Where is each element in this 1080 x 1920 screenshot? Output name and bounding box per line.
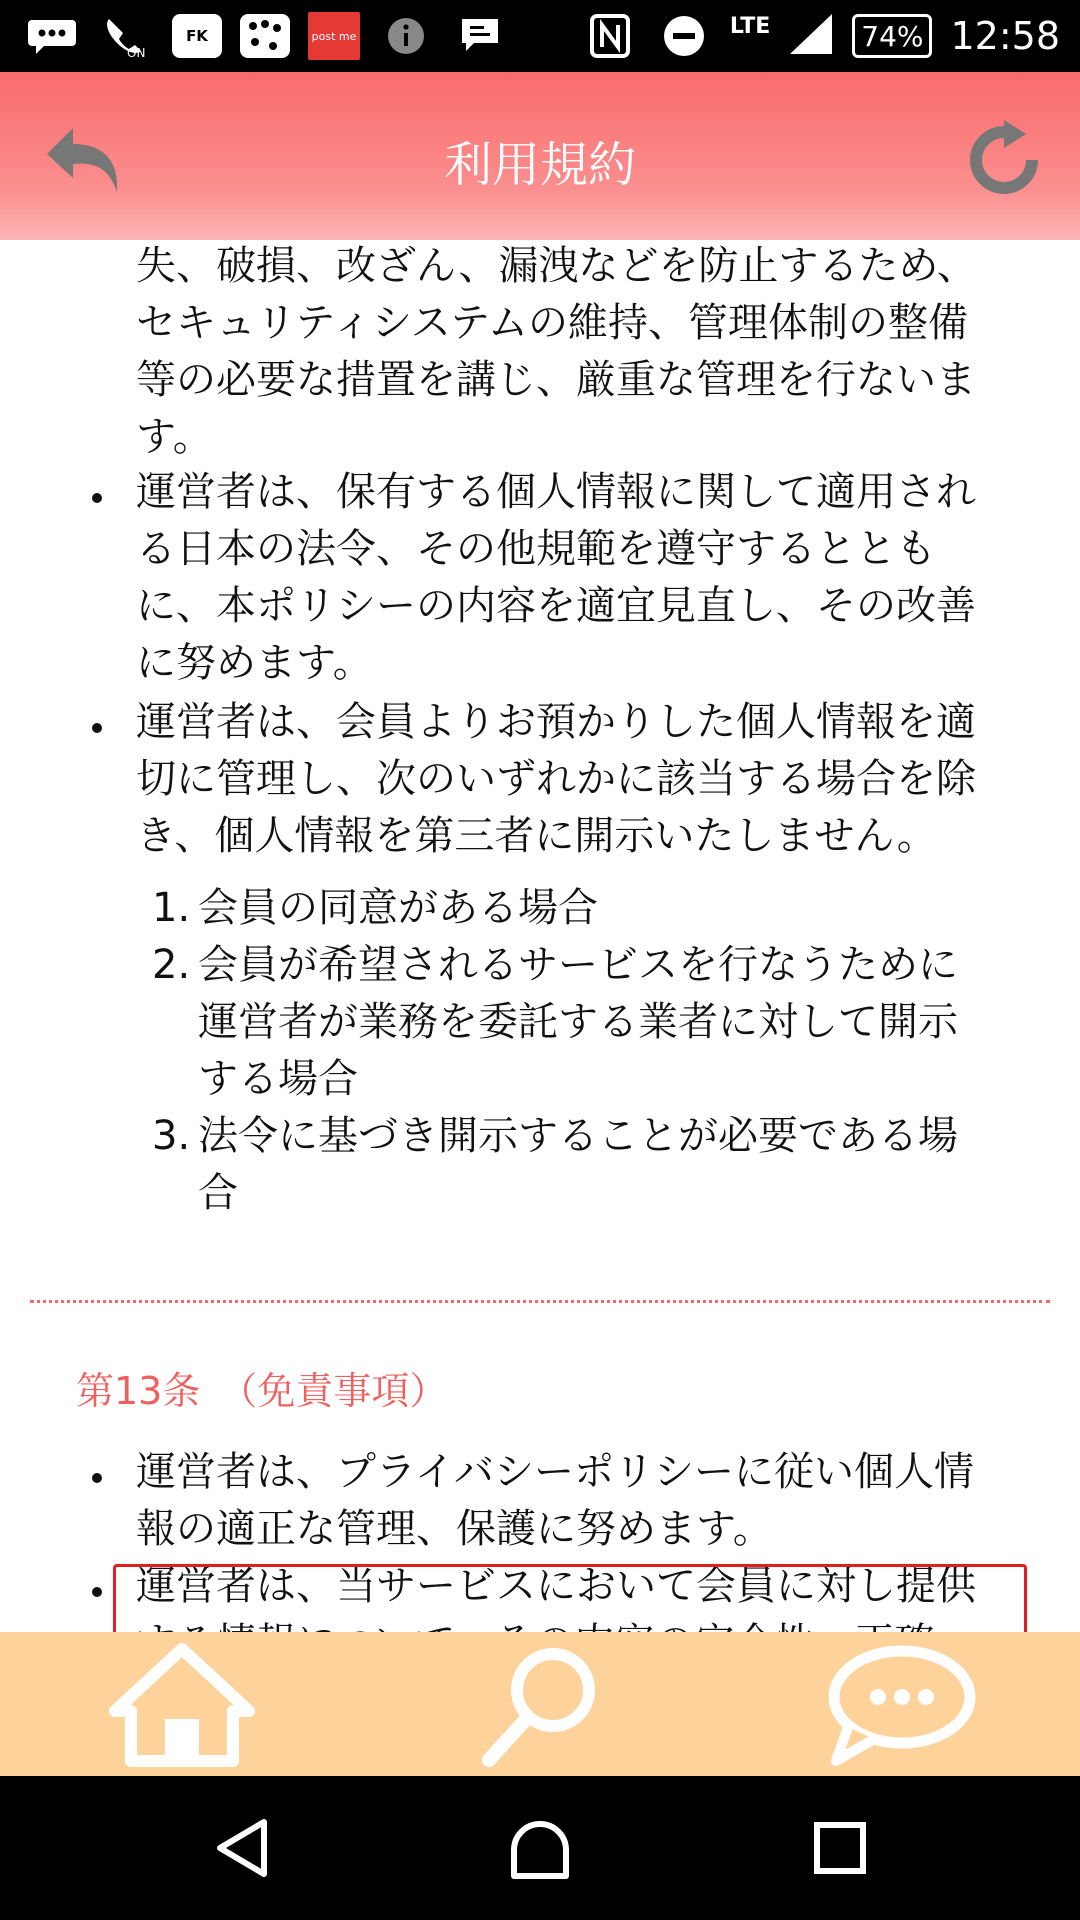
section-title: 第13条 （免責事項） — [76, 1369, 448, 1413]
system-nav-bar — [0, 1776, 1080, 1920]
battery-indicator: 74% — [852, 14, 932, 58]
status-bar — [0, 0, 1080, 72]
page-title: 利用規約 — [443, 137, 636, 193]
search-icon — [475, 1640, 605, 1770]
svg-text:ON: ON — [127, 46, 146, 60]
tab-home[interactable] — [102, 1638, 262, 1772]
notification-icons — [24, 12, 508, 60]
app-header — [0, 72, 1080, 240]
recents-icon — [812, 1820, 868, 1876]
network-type: LTE — [729, 13, 771, 39]
list-item: 運営者は、プライバシーポリシーに従い個人情報の適正な管理、保護に努めます。 — [136, 1449, 974, 1552]
ordered-list-item: 会員の同意がある場合 — [198, 885, 598, 931]
chat-bubble-icon — [24, 12, 80, 60]
list-number: 3. — [152, 1113, 191, 1159]
connect-app-icon — [240, 14, 290, 58]
ordered-list-item: 会員が希望されるサービスを行なうために運営者が業務を委託する業者に対して開示する場合 — [198, 942, 958, 1102]
signal-icon — [788, 12, 834, 60]
bullet-icon — [92, 723, 102, 733]
system-indicators — [582, 10, 1060, 62]
info-icon — [378, 12, 434, 60]
bullet-icon — [92, 493, 102, 503]
terms-content[interactable] — [0, 240, 1080, 1632]
list-number: 1. — [152, 885, 191, 931]
bullet-icon — [92, 1473, 102, 1483]
ordered-list-item: 法令に基づき開示することが必要である場合 — [198, 1113, 958, 1216]
clock: 12:58 — [950, 14, 1060, 58]
tab-chat[interactable] — [820, 1638, 980, 1772]
messaging-icon — [452, 12, 508, 60]
list-item: 運営者は、保有する個人情報に関して適用される日本の法令、その他規範を遵守するとともに、本ポリシーの内容を適宜見直し、その改善に努めます。 — [136, 469, 976, 686]
bullet-icon — [92, 1587, 102, 1597]
bottom-tab-bar — [0, 1632, 1080, 1776]
do-not-disturb-icon — [656, 12, 712, 60]
section-divider — [30, 1300, 1050, 1303]
highlight-box — [113, 1564, 1027, 1642]
nav-back-button[interactable] — [192, 1798, 292, 1898]
list-item: 運営者は、当サービスにおいて会員に対し提供 — [136, 1563, 976, 1609]
list-item: 運営者は、会員よりお預かりした個人情報を適切に管理し、次のいずれかに該当する場合を除き、個人情報を第三者に開示いたしません。 — [136, 699, 976, 859]
home-icon — [506, 1814, 574, 1882]
tab-search[interactable] — [460, 1638, 620, 1772]
list-item: 失、破損、改ざん、漏洩などを防止するため、セキュリティシステムの維持、管理体制の整備等の必要な措置を講じ、厳重な管理を行ないます。 — [136, 243, 977, 460]
nfc-icon — [582, 12, 638, 60]
refresh-button[interactable] — [956, 112, 1052, 208]
wifi-calling-icon — [98, 12, 154, 60]
refresh-icon — [964, 120, 1044, 200]
home-icon — [107, 1643, 257, 1767]
list-number: 2. — [152, 942, 191, 988]
back-icon — [210, 1816, 274, 1880]
nav-home-button[interactable] — [490, 1798, 590, 1898]
chat-icon — [820, 1643, 980, 1767]
nav-recents-button[interactable] — [790, 1798, 890, 1898]
fk-app-icon: FK — [172, 14, 222, 58]
postme-app-icon: post me — [308, 12, 360, 60]
